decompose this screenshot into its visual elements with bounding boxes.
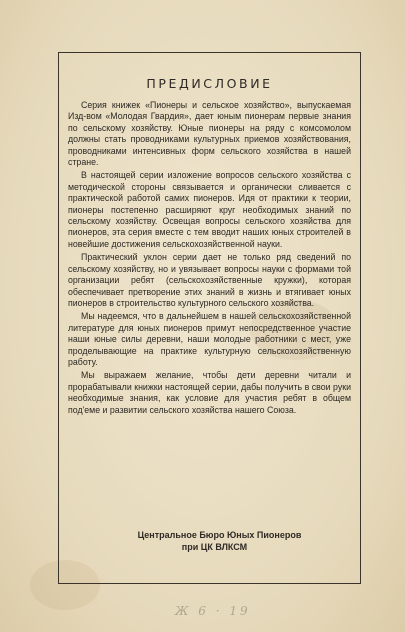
paragraph: Серия книжек «Пионеры и сельское хозяйство», выпускаемая Изд-вом «Молодая Гвардия», дает юным пионерам первые знания по сельскому хозяйству. Юные пионеры на ряду с комсомолом должны стать проводниками культурных приемов хозяйствования, проводниками интенсивных форм сельского хозяйства в нашей стране. xyxy=(68,100,351,168)
signature-block xyxy=(58,529,361,553)
paragraph: В настоящей серии изложение вопросов сельского хозяйства с методической стороны связывается и органически сливается с практической работой самих пионеров. Идя от практики к теории, пионеры постепенно расширяют круг необходимых знаний по сельскому хозяйству. Освещая вопросы сельского хозяйства для пионеров, эта серия вместе с тем вводит наших юных строителей в новейшие достижения сельскохозяйственной науки. xyxy=(68,170,351,249)
paragraph: Мы надеемся, что в дальнейшем в нашей сельскохозяйственной литературе для юных пионеров примут непосредственное участие наши юные силы деревни, наши молодые работники с мест, уже проделывающие на практике культурную сельскохозяйственную работу. xyxy=(68,311,351,367)
handwritten-note: Ж 6 · 19 xyxy=(175,604,251,618)
paragraph: Практический уклон серии дает не только ряд сведений по сельскому хозяйству, но и увязывает вопросы науки с формами той организации ребят (сельскохозяйственные кружки), которая обеспечивает претворение этих знаний в жизнь и втягивает юных пионеров в строительство культурного сельского хозяйства. xyxy=(68,252,351,308)
page-title: ПРЕДИСЛОВИЕ xyxy=(146,76,273,91)
signature-affiliation: при ЦК ВЛКСМ xyxy=(181,542,248,552)
preface-body xyxy=(68,100,351,416)
signature-organization: Центральное Бюро Юных Пионеров xyxy=(137,530,302,540)
paragraph: Мы выражаем желание, чтобы дети деревни читали и прорабатывали книжки настоящей серии, дабы получить в свои руки необходимые знания, как условие для участия ребят в общем под'еме и развитии сельского хозяйства нашего Союза. xyxy=(68,370,351,415)
